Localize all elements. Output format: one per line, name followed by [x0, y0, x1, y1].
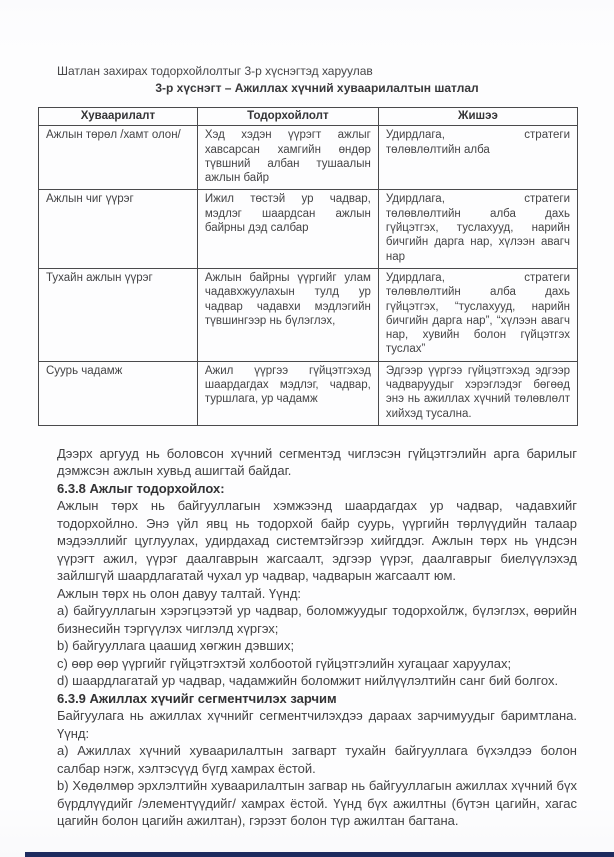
row-definition: Хэд хэдэн үүрэгт ажлыг хавсарсан хамгийн өндөр түвшний албан тушаалын ажлын байр: [197, 126, 378, 190]
table-row: [39, 361, 578, 425]
row-example: Удирдлага, стратеги төлөвлөлтийн алба дахь гүйцэтгэх, “туслахууд, нарийн бичгийн дарга нар”, “хүлээн авагч нар, хувийн болон гүйцэтгэх туслах”: [378, 268, 577, 361]
intro-line: Шатлан захирах тодорхойлолтыг 3-р хүснэгтэд харуулав: [57, 64, 373, 78]
paragraph-summary: Дээрх аргууд нь боловсон хүчний сегментэд чиглэсэн гүйцэтгэлийн арга барилыг дэмжсэн ажлын хувьд ашигтай байдаг.: [57, 445, 577, 479]
paragraph-job-profile: Ажлын төрх нь байгууллагын хэмжээнд шаардагдах ур чадвар, чадавхийг тодорхойлно. Энэ үйл явц нь тодорхой байр суурь, үүргийн төрлүүдийн талаар мэдээллийг цуглуулах, удирдахад системтэйгээр хийгддэг. Ажлын төрх нь үндсэн үүрэгт ажил, үүрэг даалгаврын жагсаалт, эдгээр үүрэг, даалгаврыг биелүүлэхэд зайлшгүй шаардлагатай чухал ур чадвар, чадварын жагсаалт юм.: [57, 498, 577, 584]
list-item-c: c) өөр өөр үүргийг гүйцэтгэхтэй холбоотой гүйцэтгэлийн хугацааг харуулах;: [57, 655, 512, 671]
row-label: Суурь чадамж: [39, 361, 198, 425]
row-definition: Ажлын байрны үүргийг улам чадавхжуулахын тулд ур чадвар чадавхи мэдлэгийн түвшингээр нь бүлэглэх,: [197, 268, 378, 361]
paragraph-principles-lead: Байгуулага нь ажиллах хүчнийг сегментчилэхдээ дараах зарчимуудыг баримтлана. Үүнд:: [57, 708, 577, 741]
list-item-b: b) байгууллага цаашид хөгжин дэвших;: [57, 638, 295, 654]
heading-6-3-9: 6.3.9 Ажиллах хүчийг сегментчилэх зарчим: [57, 690, 337, 706]
row-label: Тухайн ажлын үүрэг: [39, 268, 198, 361]
distribution-table: [38, 107, 578, 426]
row-example: Удирдлага, стратеги төлөвлөлтийн алба: [378, 126, 577, 190]
page-content: [46, 64, 577, 830]
list-item-d: d) шаардлагатай ур чадвар, чадамжийн боломжит нийлүүлэлтийн санг бий болгох.: [57, 673, 559, 689]
table-row: [39, 268, 578, 361]
row-label: Ажлын чиг үүрэг: [39, 190, 198, 268]
principle-item-a: a) Ажиллах хүчний хуваарилалтын загварт тухайн байгууллага бүхэлдээ болон салбар нэгж, хэлтэсүүд бүгд хамрах ёстой.: [57, 743, 577, 776]
row-definition: Ижил төстэй ур чадвар, мэдлэг шаардсан ажлын байрны дэд салбар: [197, 190, 378, 268]
list-item-a: a) байгууллагын хэрэгцээтэй ур чадвар, боломжуудыг тодорхойлж, бүлэглэх, өөрийн бизнесийн тэргүүлэх чиглэлд хүргэх;: [57, 603, 577, 636]
table-header-row: [39, 108, 578, 126]
table-row: [39, 190, 578, 268]
column-header-jishee: Жишээ: [378, 108, 577, 126]
table-caption: 3-р хүснэгт – Ажиллах хүчний хуваарилалтын шатлал: [155, 81, 479, 95]
table-row: [39, 126, 578, 190]
paragraph-advantages-lead: Ажлын төрх нь олон давуу талтай. Үүнд:: [57, 585, 302, 601]
row-example: Удирдлага, стратеги төлөвлөлтийн алба дахь гүйцэтгэх, туслахууд, нарийн бичгийн дарга нар, хүлээн авагч нар: [378, 190, 577, 268]
column-header-huvaarilalt: Хуваарилалт: [39, 108, 198, 126]
principle-item-b: b) Хөдөлмөр эрхлэлтийн хуваарилалтын загвар нь байгууллагын ажиллах хүчний бүх бүрдлүүдийг /элементүүдийг/ хамрах ёстой. Үүнд бүх ажилтны (бүтэн цагийн, хагас цагийн болон цагийн ажилтан), гэрээт болон түр ажилтан багтана.: [57, 778, 577, 829]
bottom-scan-bar: [25, 852, 614, 857]
row-example: Эдгээр үүргээ гүйцэтгэхэд эдгээр чадваруудыг хэрэглэдэг бөгөөд энэ нь ажиллах хүчний төлөвлөлт хийхэд тусална.: [378, 361, 577, 425]
column-header-todorhoilolt: Тодорхойлолт: [197, 108, 378, 126]
row-label: Ажлын төрөл /хамт олон/: [39, 126, 198, 190]
body-text: [57, 445, 577, 830]
row-definition: Ажил үүргээ гүйцэтгэхэд шаардагдах мэдлэг, чадвар, туршлага, ур чадамж: [197, 361, 378, 425]
heading-6-3-8: 6.3.8 Ажлыг тодорхойлох:: [57, 480, 225, 496]
